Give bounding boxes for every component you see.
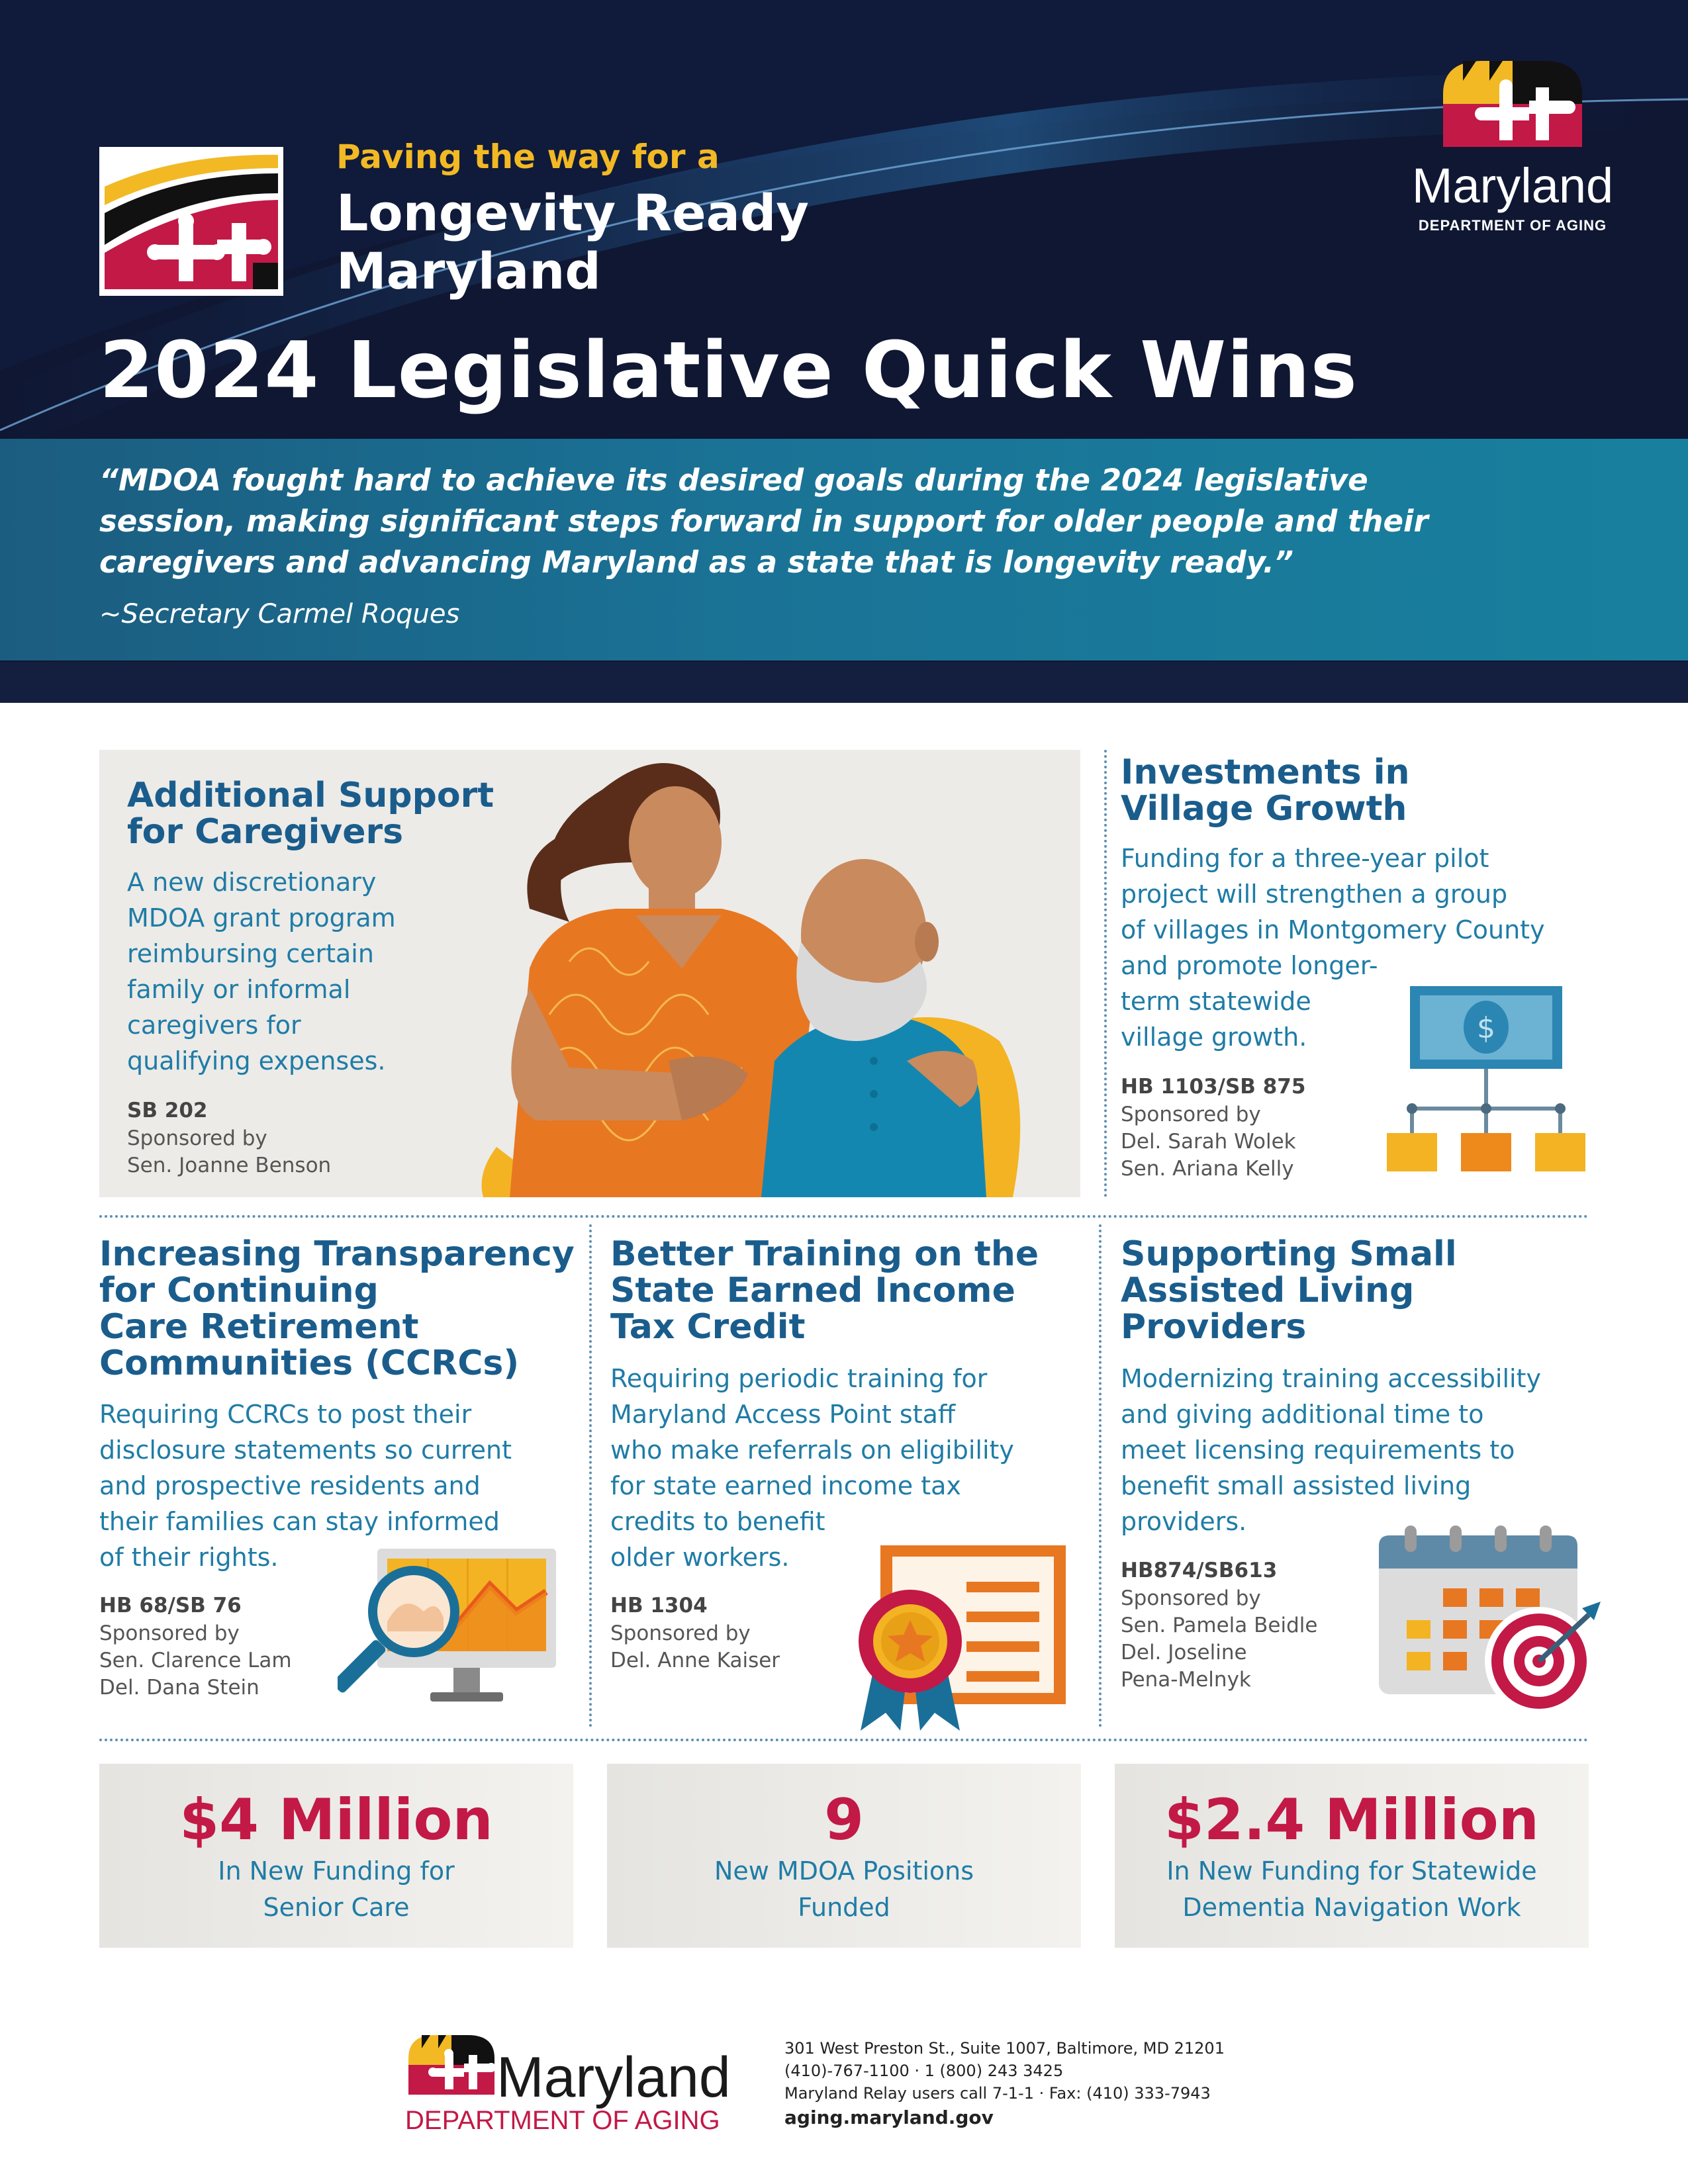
mdoa-logo-mark-icon: [1436, 54, 1589, 154]
body-line: older workers.: [610, 1543, 790, 1572]
body-line: project will strengthen a group: [1121, 880, 1508, 909]
sponsor-name: Sen. Ariana Kelly: [1121, 1157, 1294, 1181]
column-divider: [1099, 1224, 1102, 1727]
stat-label-line: Senior Care: [263, 1893, 410, 1922]
section-title-line: State Earned Income: [610, 1271, 1015, 1310]
footer-relay: Maryland Relay users call 7-1-1 · Fax: (410) 333-7943: [784, 2084, 1211, 2103]
ccrc-sponsors: [99, 1620, 292, 1702]
calendar-target-icon: [1377, 1522, 1602, 1721]
sponsor-name: Del. Anne Kaiser: [610, 1649, 780, 1672]
body-line: Funding for a three-year pilot: [1121, 844, 1489, 873]
body-line: term statewide: [1121, 987, 1311, 1016]
sponsor-name: Sen. Joanne Benson: [127, 1154, 332, 1177]
body-line: benefit small assisted living: [1121, 1471, 1472, 1500]
body-line: for state earned income tax: [610, 1471, 961, 1500]
body-line: who make referrals on eligibility: [610, 1435, 1014, 1465]
sponsor-label: Sponsored by: [99, 1621, 240, 1645]
stat-value: $4 Million: [179, 1787, 493, 1853]
quote-author: ~Secretary Carmel Roques: [99, 599, 460, 629]
footer-logo-subtitle: DEPARTMENT OF AGING: [405, 2106, 720, 2135]
stat-label-line: Dementia Navigation Work: [1182, 1893, 1521, 1922]
caregivers-body: [127, 864, 396, 1079]
section-title-line: Supporting Small: [1121, 1234, 1457, 1274]
footer-address: 301 West Preston St., Suite 1007, Baltimore, MD 21201: [784, 2039, 1225, 2058]
dollar-bill-icon: [1383, 986, 1589, 1185]
body-line: of villages in Montgomery County: [1121, 915, 1545, 944]
village-title: [1121, 754, 1410, 827]
sponsor-name: Sen. Pamela Beidle: [1121, 1614, 1318, 1637]
quote-line: caregivers and advancing Maryland as a state that is longevity ready.”: [99, 545, 1293, 580]
column-divider: [1104, 750, 1107, 1197]
sponsor-label: Sponsored by: [127, 1126, 267, 1150]
stat-value: $2.4 Million: [1164, 1787, 1539, 1853]
training-sponsors: [610, 1620, 780, 1674]
assisted-title: [1121, 1236, 1457, 1345]
stat-label-line: In New Funding for Statewide: [1166, 1856, 1537, 1886]
stat-value: 9: [824, 1787, 864, 1853]
sponsor-name: Del. Joseline: [1121, 1641, 1247, 1664]
assisted-sponsors: [1121, 1585, 1317, 1694]
mdoa-footer-logo-icon: [405, 2032, 498, 2098]
sponsor-label: Sponsored by: [610, 1621, 751, 1645]
caregiver-illustration: [417, 750, 1080, 1197]
section-title-line: Better Training on the: [610, 1234, 1039, 1274]
sponsor-name: Sen. Clarence Lam: [99, 1649, 292, 1672]
body-line: reimbursing certain: [127, 939, 374, 968]
certificate-ribbon-icon: [841, 1542, 1072, 1734]
body-line: disclosure statements so current: [99, 1435, 512, 1465]
body-line: Requiring periodic training for: [610, 1364, 988, 1393]
body-line: MDOA grant program: [127, 903, 396, 933]
section-title-line: for Continuing: [99, 1271, 379, 1310]
ccrc-title: [99, 1236, 575, 1382]
stat-label: [1115, 1853, 1589, 1926]
body-line: credits to benefit: [610, 1507, 825, 1536]
quote-line: “MDOA fought hard to achieve its desired goals during the 2024 legislative: [99, 463, 1368, 498]
caregivers-title: [127, 778, 494, 850]
training-title: [610, 1236, 1039, 1345]
caregivers-sponsors: [127, 1125, 331, 1179]
section-title-line: Care Retirement: [99, 1307, 419, 1347]
sponsor-name: Del. Dana Stein: [99, 1676, 259, 1700]
section-title-line: Communities (CCRCs): [99, 1343, 520, 1383]
village-sponsors: [1121, 1101, 1296, 1183]
row-divider: [99, 1739, 1589, 1741]
header-title: [336, 184, 932, 300]
footer-contact: [784, 2037, 1225, 2105]
header-title-line: Longevity Ready: [336, 183, 809, 242]
body-line: village growth.: [1121, 1023, 1307, 1052]
body-line: Maryland Access Point staff: [610, 1400, 956, 1429]
assisted-bill: HB874/SB613: [1121, 1559, 1278, 1582]
body-line: Requiring CCRCs to post their: [99, 1400, 472, 1429]
sponsor-label: Sponsored by: [1121, 1586, 1261, 1610]
ccrc-bill: HB 68/SB 76: [99, 1594, 242, 1617]
stat-label-line: Funded: [798, 1893, 890, 1922]
sponsor-name: Pena-Melnyk: [1121, 1668, 1251, 1692]
body-line: qualifying expenses.: [127, 1046, 386, 1075]
section-title-line: Providers: [1121, 1307, 1307, 1347]
stat-label: [99, 1853, 573, 1926]
body-line: A new discretionary: [127, 868, 377, 897]
body-line: Modernizing training accessibility: [1121, 1364, 1541, 1393]
footer-phone: (410)-767-1100 · 1 (800) 243 3425: [784, 2062, 1064, 2080]
sponsor-name: Del. Sarah Wolek: [1121, 1130, 1296, 1154]
svg-text:$: $: [1477, 1011, 1495, 1045]
stat-label-line: New MDOA Positions: [714, 1856, 974, 1886]
section-title-line: Additional Support: [127, 776, 494, 815]
section-title-line: Assisted Living: [1121, 1271, 1415, 1310]
stat-label: [607, 1853, 1081, 1926]
quote-text: [99, 460, 1609, 583]
header-title-line: Maryland: [336, 242, 601, 300]
body-line: and giving additional time to: [1121, 1400, 1484, 1429]
maryland-flag-road-icon: [99, 147, 283, 296]
body-line: meet licensing requirements to: [1121, 1435, 1515, 1465]
body-line: their families can stay informed: [99, 1507, 500, 1536]
caregivers-bill: SB 202: [127, 1099, 208, 1122]
section-title-line: Tax Credit: [610, 1307, 806, 1347]
mdoa-logo-subtitle: DEPARTMENT OF AGING: [1418, 217, 1607, 234]
stat-label-line: In New Funding for: [218, 1856, 455, 1886]
mdoa-logo-name: Maryland: [1411, 158, 1614, 213]
training-bill: HB 1304: [610, 1594, 708, 1617]
village-bill: HB 1103/SB 875: [1121, 1075, 1306, 1099]
body-line: providers.: [1121, 1507, 1247, 1536]
monitor-magnifier-icon: [338, 1545, 563, 1717]
body-line: and promote longer-: [1121, 951, 1378, 980]
assisted-body: [1121, 1361, 1541, 1539]
section-title-line: for Caregivers: [127, 812, 404, 852]
column-divider: [589, 1224, 592, 1727]
footer-logo-name: Maryland: [496, 2046, 731, 2109]
body-line: caregivers for: [127, 1011, 301, 1040]
row-divider: [99, 1215, 1589, 1218]
body-line: and prospective residents and: [99, 1471, 481, 1500]
header-pre-title: Paving the way for a: [336, 138, 720, 176]
body-line: family or informal: [127, 975, 351, 1004]
section-title-line: Village Growth: [1121, 789, 1407, 829]
section-title-line: Increasing Transparency: [99, 1234, 575, 1274]
page-title: 2024 Legislative Quick Wins: [99, 324, 1358, 416]
footer-website-link[interactable]: aging.maryland.gov: [784, 2107, 994, 2128]
quote-line: session, making significant steps forward in support for older people and their: [99, 504, 1429, 539]
sponsor-label: Sponsored by: [1121, 1103, 1261, 1126]
section-title-line: Investments in: [1121, 752, 1410, 792]
body-line: of their rights.: [99, 1543, 279, 1572]
